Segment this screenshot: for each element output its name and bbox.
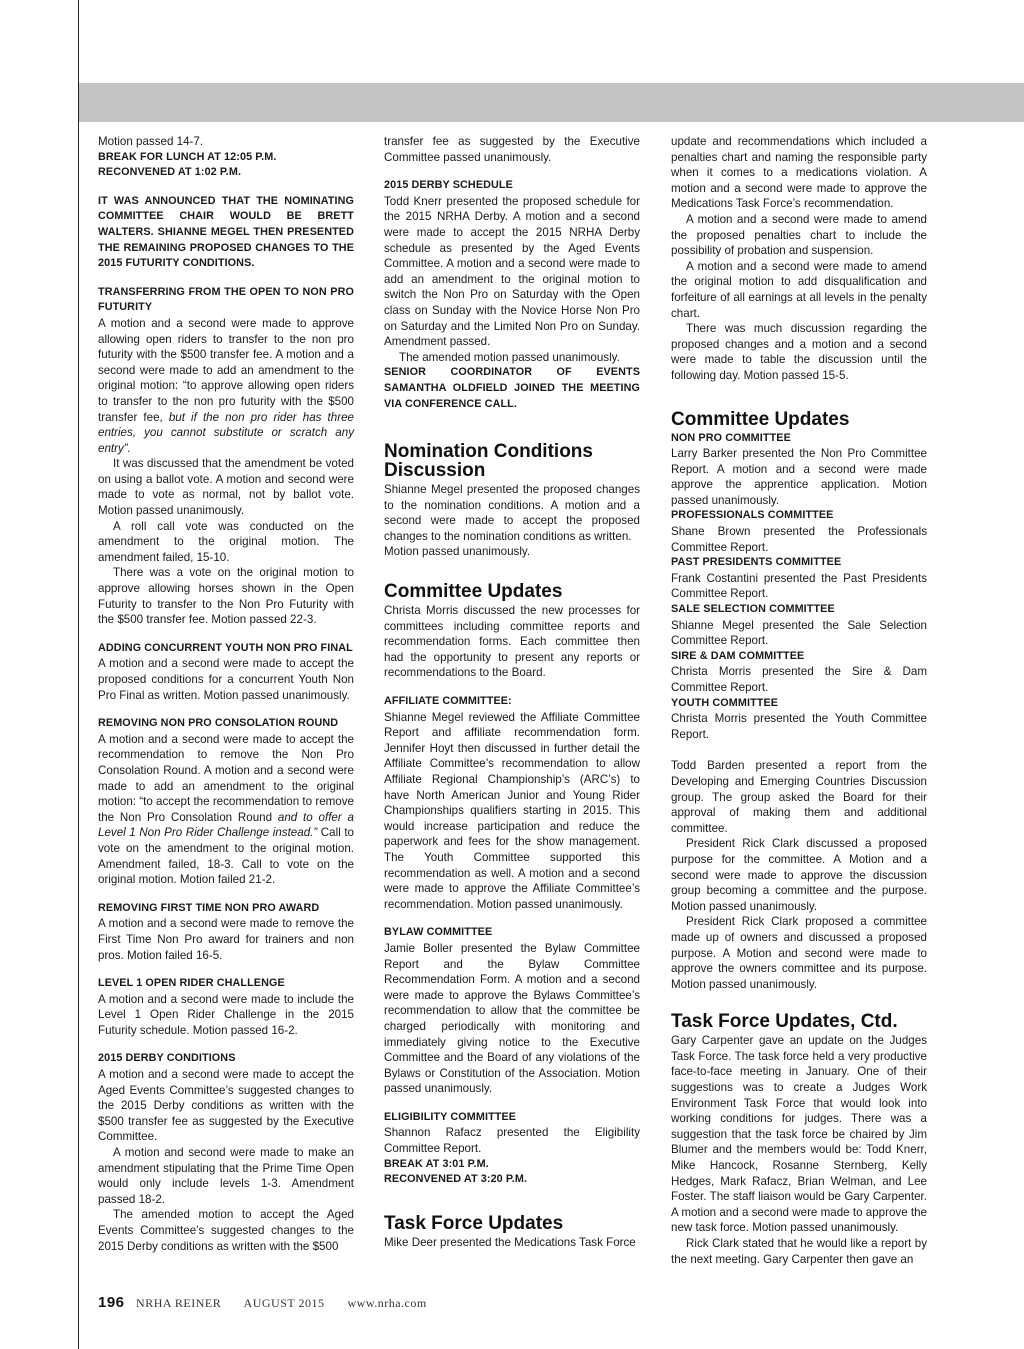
reconvened-notice: RECONVENED AT 3:20 P.M. (384, 1173, 528, 1186)
paragraph: A motion and a second were made to remove the First Time Non Pro award for trainers and non pros. Motion failed 16-5. (98, 917, 354, 962)
section-heading: REMOVING FIRST TIME NON PRO AWARD (98, 901, 320, 914)
page-footer (98, 1294, 427, 1311)
column-1 (98, 134, 354, 1254)
paragraph: A roll call vote was conducted on the amendment to the original motion. The amendment failed, 15-10. (98, 519, 354, 564)
paragraph: There was much discussion regarding the proposed changes and a motion and a second were made to table the discussion until the following day. Motion passed 15-5. (671, 322, 927, 382)
section-title: Committee Updates (671, 408, 850, 430)
column-2 (384, 134, 640, 1250)
section-heading: 2015 DERBY CONDITIONS (98, 1052, 236, 1065)
paragraph: Todd Barden presented a report from the Developing and Emerging Countries Discussion group. The group asked the Board for their approval of making them and additional committee. (671, 759, 927, 835)
paragraph: transfer fee as suggested by the Executive Committee passed unanimously. (384, 135, 640, 164)
section-heading: TRANSFERRING FROM THE OPEN TO NON PRO FUTURITY (98, 285, 354, 314)
paragraph: A motion and a second were made to include the Level 1 Open Rider Challenge in the 2015 Futurity schedule. Motion passed 16-2. (98, 992, 354, 1037)
publication-name: NRHA REINER (136, 1296, 222, 1310)
paragraph: Frank Costantini presented the Past Presidents Committee Report. (671, 571, 927, 601)
paragraph: A motion and a second were made to accept the proposed conditions for a concurrent Youth Non Pro Final as written. Motion passed unanimously. (98, 657, 354, 702)
section-heading: PROFESSIONALS COMMITTEE (671, 509, 834, 522)
paragraph: It was discussed that the amendment be voted on using a ballot vote. A motion and second were made to vote as normal, not by ballot vote. Motion passed unanimously. (98, 457, 354, 518)
paragraph: A motion and a second were made to amend the proposed penalties chart to include the possibility of probation and suspension. (671, 212, 927, 258)
paragraph: Larry Barker presented the Non Pro Committee Report. A motion and a second were made approve the apprentice application. Motion passed unanimously. (671, 447, 927, 507)
section-title: Task Force Updates (384, 1212, 564, 1234)
paragraph: Motion passed unanimously. (384, 545, 531, 559)
paragraph: Gary Carpenter gave an update on the Judges Task Force. The task force held a very productive face-to-face meeting in January. One of their suggestions was to create a Judges Work Environment Task Force that would look into working conditions for judges. There was a suggestion that the task force be chaired by Jim Blumer and the members would be: Todd Knerr, Mike Hancock, Rosanne Sternberg, Kelly Hedges, Mark Rafacz, Brian Welman, and Lee Foster. The staff liaison would be Gary Carpenter. A motion and a second were made to approve the new task force. Motion passed unanimously. (671, 1034, 927, 1235)
left-margin-rule (78, 0, 79, 1349)
section-heading: ELIGIBILITY COMMITTEE (384, 1110, 517, 1123)
paragraph: Jamie Boller presented the Bylaw Committee Report and the Bylaw Committee Recommendation Form. A motion and a second were made to approve the Bylaws Committee’s recommendation to allow that the committee be charged periodically with monitoring and immediately giving notice to the Executive Committee and the Board of any violations of the Bylaws or Constitution of the Association. Motion passed unanimously. (384, 941, 640, 1096)
section-title: Nomination Conditions Discussion (384, 441, 593, 482)
section-heading: BYLAW COMMITTEE (384, 926, 493, 939)
paragraph: Shianne Megel reviewed the Affiliate Committee Report and affiliate recommendation form. Jennifer Hoyt then discussed in further detail the Affiliate Committee’s recommendation to allow Affiliate Regional Championship’s (ARC’s) to have North American Junior and Young Rider Championships qualifiers starting in 2015. This would increase participation and reduce the paperwork and fees for the show management. The Youth Committee supported this recommendation as well. A motion and a second were made to approve the Affiliate Committee’s recommendation. Motion passed unanimously. (384, 710, 640, 911)
paragraph: President Rick Clark proposed a committee made up of owners and discussed a proposed purpose. A Motion and second were made to approve the owners committee and its purpose. Motion passed unanimously. (671, 915, 927, 991)
announcement: SENIOR COORDINATOR OF EVENTS SAMANTHA OLDFIELD JOINED THE MEETING VIA CONFERENCE CALL. (384, 366, 640, 410)
section-heading: REMOVING NON PRO CONSOLATION ROUND (98, 717, 339, 730)
section-heading: LEVEL 1 OPEN RIDER CHALLENGE (98, 977, 285, 990)
paragraph: President Rick Clark discussed a proposed purpose for the committee. A Motion and a second were made to approve the discussion group becoming a committee and the purpose. Motion passed unanimously. (671, 837, 927, 913)
paragraph: Todd Knerr presented the proposed schedule for the 2015 NRHA Derby. A motion and a second were made to accept the 2015 NRHA Derby schedule as presented by the Aged Events Committee. A motion and a second were made to add an amendment to the original motion to switch the Non Pro on Saturday with the Open class on Sunday with the Novice Horse Non Pro on Saturday and the Limited Non Pro on Sunday. Amendment passed. (384, 194, 640, 349)
announcement: IT WAS ANNOUNCED THAT THE NOMINATING COMMITTEE CHAIR WOULD BE BRETT WALTERS. SHIANNE MEGEL THEN PRESENTED THE REMAINING PROPOSED CHANGES TO THE 2015 FUTURITY CONDITIONS. (98, 194, 354, 270)
section-heading: 2015 DERBY SCHEDULE (384, 179, 513, 192)
paragraph: There was a vote on the original motion to approve allowing horses shown in the Open Futurity to transfer to the Non Pro Futurity with the $500 transfer fee. Motion passed 22-3. (98, 566, 354, 627)
paragraph: Christa Morris presented the Youth Committee Report. (671, 712, 927, 741)
paragraph: update and recommendations which included a penalties chart and naming the responsible party when it comes to a medications violation. A motion and a second were made to approve the Medications Task Force’s recommendation. (671, 135, 927, 211)
paragraph: A motion and a second were made to amend the original motion to add disqualification and forfeiture of all earnings at all levels in the penalty chart. (671, 259, 927, 320)
header-band (79, 83, 1024, 122)
section-heading: YOUTH COMMITTEE (671, 696, 779, 709)
issue-date: AUGUST 2015 (243, 1296, 325, 1310)
section-heading: NON PRO COMMITTEE (671, 431, 791, 444)
section-heading: ADDING CONCURRENT YOUTH NON PRO FINAL (98, 641, 353, 654)
paragraph: Shannon Rafacz presented the Eligibility Committee Report. (384, 1126, 640, 1156)
break-notice: BREAK FOR LUNCH AT 12:05 P.M. (98, 150, 277, 163)
section-title: Task Force Updates, Ctd. (671, 1011, 898, 1033)
paragraph: Shane Brown presented the Professionals Committee Report. (671, 525, 927, 554)
paragraph: A motion and a second were made to accept the Aged Events Committee’s suggested changes to the 2015 Derby conditions as written with the $500 transfer fee as suggested by the Executive Committee. (98, 1068, 354, 1144)
motion-result: Motion passed 14-7. (98, 135, 204, 148)
paragraph: Shianne Megel presented the proposed changes to the nomination conditions. A motion and a second were made to accept the proposed changes to the nomination conditions as written. (384, 483, 640, 543)
section-heading: SIRE & DAM COMMITTEE (671, 649, 805, 662)
paragraph: Christa Morris discussed the new processes for committees including committee reports and recommendation forms. Each committee then had the opportunity to present any reports or recommendations to the Board. (384, 604, 640, 680)
reconvened-notice: RECONVENED AT 1:02 P.M. (98, 166, 242, 179)
paragraph: Mike Deer presented the Medications Task Force (384, 1235, 636, 1249)
paragraph: Rick Clark stated that he would like a report by the next meeting. Gary Carpenter then gave an (671, 1237, 927, 1266)
section-title: Committee Updates (384, 581, 563, 603)
section-heading: PAST PRESIDENTS COMMITTEE (671, 556, 842, 569)
paragraph: The amended motion passed unanimously. (399, 350, 620, 364)
paragraph: The amended motion to accept the Aged Events Committee’s suggested changes to the 2015 Derby conditions as written with the $500 (98, 1208, 354, 1253)
paragraph: A motion and a second were made to accept the recommendation to remove the Non Pro Consolation Round. A motion and a second were made to add an amendment to the original motion: “to accept the recommendation to remove the Non Pro Consolation Round and to offer a Level 1 Non Pro Rider Challenge instead.” Call to vote on the amendment to the original motion. Amendment failed, 18-3. Call to vote on the original motion. Motion failed 21-2. (98, 732, 354, 887)
website-link[interactable]: www.nrha.com (347, 1296, 427, 1310)
section-heading: SALE SELECTION COMMITTEE (671, 603, 835, 616)
paragraph: A motion and a second were made to approve allowing open riders to transfer to the non pro futurity with the $500 transfer fee. A motion and a second were made to add an amendment to the original motion: “to approve allowing open riders to transfer to the non pro futurity with the $500 transfer fee, but if the non pro rider has three entries, you cannot substitute or scratch any entry”. (98, 316, 354, 455)
paragraph: Christa Morris presented the Sire & Dam Committee Report. (671, 665, 927, 694)
column-3 (671, 134, 927, 1267)
section-heading: AFFILIATE COMMITTEE: (384, 695, 512, 708)
paragraph: A motion and second were made to make an amendment stipulating that the Prime Time Open would only include levels 1-3. Amendment passed 18-2. (98, 1146, 354, 1206)
break-notice: BREAK AT 3:01 P.M. (384, 1157, 489, 1170)
paragraph: Shianne Megel presented the Sale Selection Committee Report. (671, 618, 927, 648)
page-number: 196 (98, 1294, 125, 1311)
